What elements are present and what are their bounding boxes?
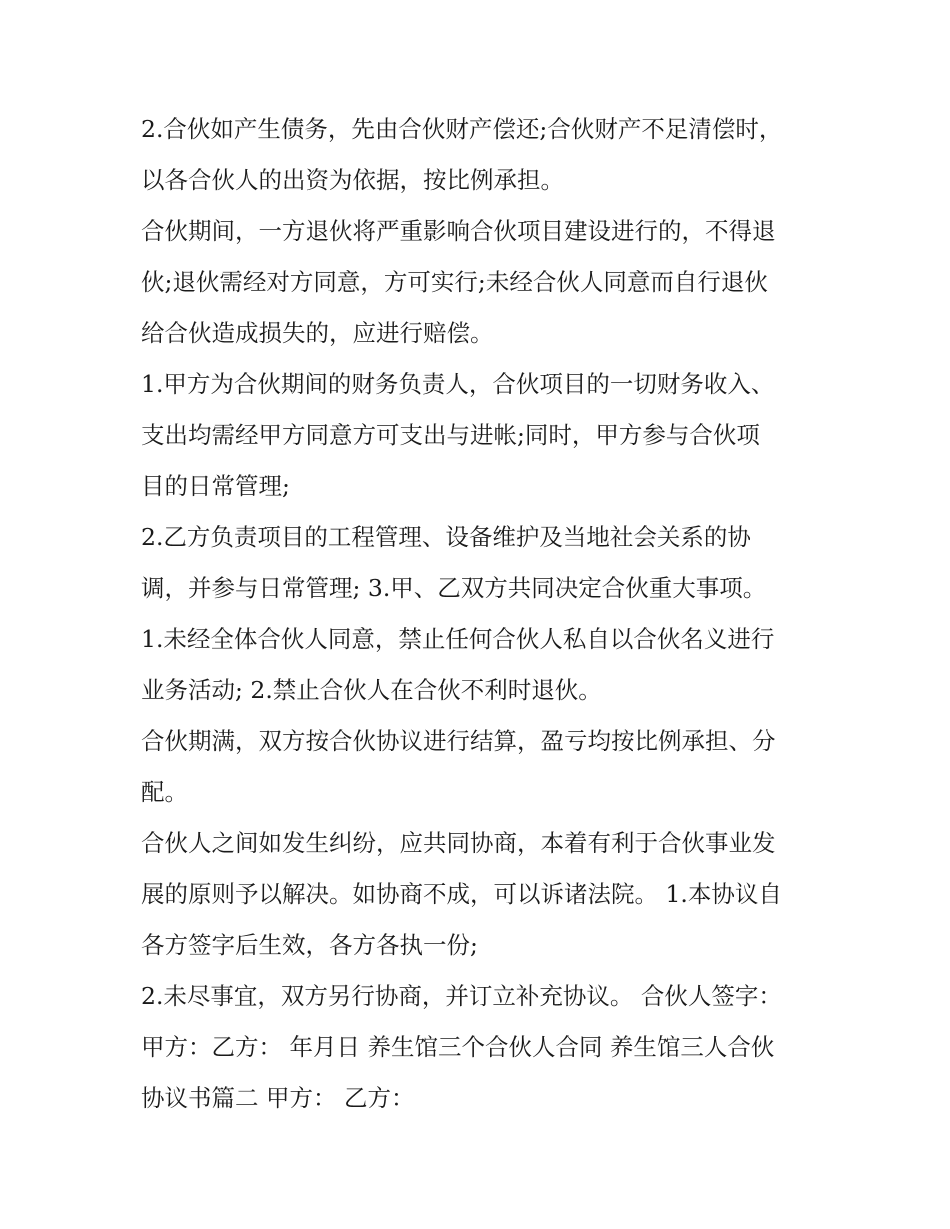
- text-line: 目的日常管理;: [141, 472, 290, 500]
- text-line: 业务活动; 2.禁止合伙人在合伙不利时退伙。: [141, 676, 602, 704]
- text-line: 配。: [141, 778, 188, 806]
- text-line: 1.未经全体合伙人同意，禁止任何合伙人私自以合伙名义进行: [141, 625, 775, 653]
- text-line: 2.未尽事宜，双方另行协商，并订立补充协议。 合伙人签字：: [141, 982, 782, 1010]
- text-line: 2.合伙如产生债务，先由合伙财产偿还;合伙财产不足清偿时，: [141, 115, 783, 143]
- text-line: 展的原则予以解决。如协商不成，可以诉诸法院。 1.本协议自: [141, 880, 782, 908]
- text-line: 支出均需经甲方同意方可支出与进帐;同时，甲方参与合伙项: [141, 421, 760, 449]
- text-line: 调，并参与日常管理; 3.甲、乙双方共同决定合伙重大事项。: [141, 574, 767, 602]
- text-line: 合伙期满，双方按合伙协议进行结算，盈亏均按比例承担、分: [141, 727, 776, 755]
- document-body: [141, 104, 821, 1124]
- text-line: 合伙期间，一方退伙将严重影响合伙项目建设进行的，不得退: [141, 217, 776, 245]
- text-line: 以各合伙人的出资为依据，按比例承担。: [141, 166, 564, 194]
- text-line: 给合伙造成损失的，应进行赔偿。: [141, 319, 494, 347]
- text-line: 伙;退伙需经对方同意，方可实行;未经合伙人同意而自行退伙: [141, 268, 768, 296]
- text-line: 2.乙方负责项目的工程管理、设备维护及当地社会关系的协: [141, 523, 751, 551]
- text-line: 1.甲方为合伙期间的财务负责人，合伙项目的一切财务收入、: [141, 370, 775, 398]
- text-line: 甲方：乙方： 年月日 养生馆三个合伙人合同 养生馆三人合伙: [141, 1033, 775, 1061]
- text-line: 协议书篇二 甲方： 乙方：: [141, 1084, 415, 1112]
- text-line: 各方签字后生效，各方各执一份;: [141, 931, 478, 959]
- text-line: 合伙人之间如发生纠纷，应共同协商，本着有利于合伙事业发: [141, 829, 776, 857]
